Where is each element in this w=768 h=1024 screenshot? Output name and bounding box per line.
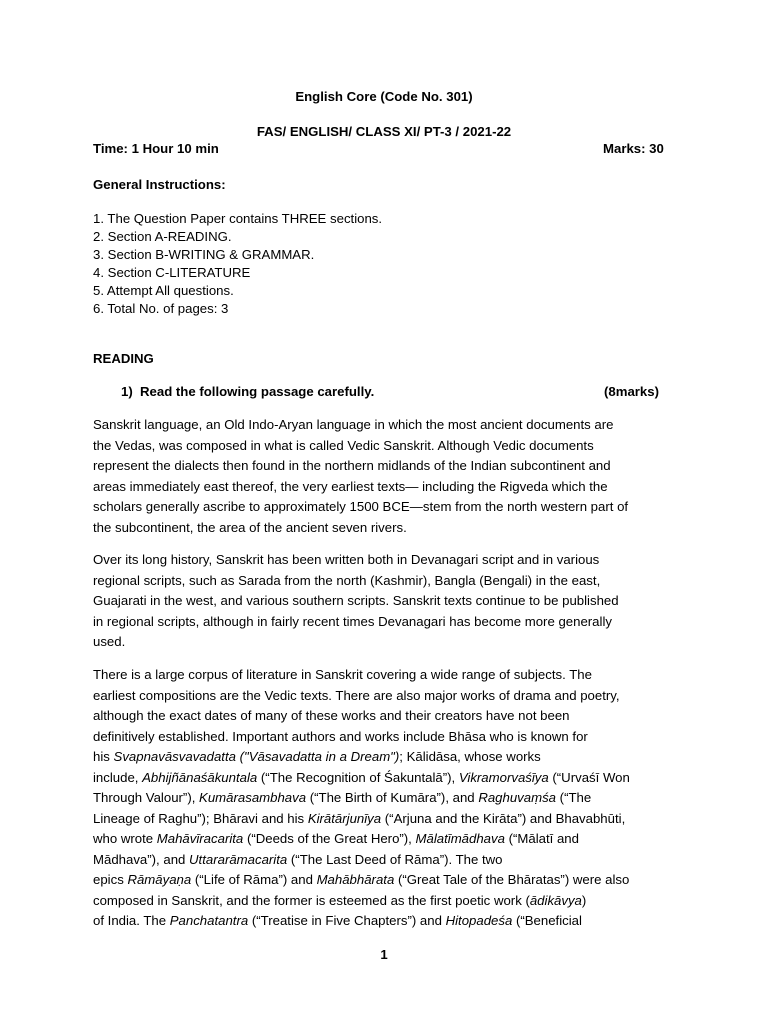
passage-line: in regional scripts, although in fairly recent times Devanagari has become more generally	[93, 613, 612, 629]
passage-line: epics Rāmāyaṇa (“Life of Rāma”) and Mahābhārata (“Great Tale of the Bhāratas”) were also	[93, 872, 630, 887]
passage-line: areas immediately east thereof, the very earliest texts— including the Rigveda which the	[93, 478, 608, 494]
passage-line: although the exact dates of many of these works and their creators have not been	[93, 708, 570, 723]
passage-line: include, Abhijñānaśākuntala (“The Recognition of Śakuntalā”), Vikramorvaśīya (“Urvaśī Won	[93, 769, 630, 785]
instruction-item: 3. Section B-WRITING & GRAMMAR.	[93, 247, 315, 262]
passage-line: Lineage of Raghu”); Bhāravi and his Kirātārjunīya (“Arjuna and the Kirāta”) and Bhavabhūti,	[93, 810, 626, 826]
passage-line: Sanskrit language, an Old Indo-Aryan language in which the most ancient documents are	[93, 417, 614, 432]
time-allowed: Time: 1 Hour 10 min	[93, 141, 219, 156]
passage-line: who wrote Mahāvīracarita (“Deeds of the Great Hero”), Mālatīmādhava (“Mālatī and	[93, 831, 579, 846]
passage-paragraph-1	[93, 415, 683, 538]
passage-line: his Svapnavāsvavadatta ("Vāsavadatta in a Dream"); Kālidāsa, whose works	[93, 749, 541, 764]
passage-line: scholars generally ascribe to approximately 1500 BCE—stem from the north western part of	[93, 499, 629, 514]
passage-line: There is a large corpus of literature in Sanskrit covering a wide range of subjects. The	[93, 667, 592, 682]
question-marks: (8marks)	[604, 384, 659, 399]
passage-line: Mādhava”), and Uttararāmacarita (“The Last Deed of Rāma”). The two	[93, 851, 503, 867]
passage-line: regional scripts, such as Sarada from the north (Kashmir), Bangla (Bengali) in the east,	[93, 572, 601, 588]
passage-paragraph-2	[93, 550, 683, 653]
instructions-heading: General Instructions:	[93, 177, 226, 192]
question-number: 1)	[121, 384, 133, 399]
passage-line: Guajarati in the west, and various southern scripts. Sanskrit texts continue to be published	[93, 593, 619, 608]
page-number: 1	[380, 947, 388, 962]
max-marks: Marks: 30	[603, 141, 664, 156]
instruction-item: 5. Attempt All questions.	[93, 283, 234, 298]
passage-line: Over its long history, Sanskrit has been written both in Devanagari script and in various	[93, 552, 600, 567]
passage-paragraph-3	[93, 665, 683, 932]
passage-line: earliest compositions are the Vedic texts. There are also major works of drama and poetry,	[93, 687, 620, 703]
passage-line: definitively established. Important authors and works include Bhāsa who is known for	[93, 728, 588, 744]
question-text: Read the following passage carefully.	[140, 384, 375, 399]
exam-subtitle: FAS/ ENGLISH/ CLASS XI/ PT-3 / 2021-22	[256, 124, 512, 139]
exam-title: English Core (Code No. 301)	[295, 89, 473, 104]
passage-line: represent the dialects then found in the northern midlands of the Indian subcontinent and	[93, 458, 611, 473]
passage-line: the Vedas, was composed in what is called Vedic Sanskrit. Although Vedic documents	[93, 437, 594, 453]
passage-line: of India. The Panchatantra (“Treatise in Five Chapters”) and Hitopadeśa (“Beneficial	[93, 913, 582, 928]
section-heading: READING	[93, 351, 154, 366]
instruction-item: 2. Section A-READING.	[93, 229, 232, 244]
passage-line: used.	[93, 634, 126, 649]
instruction-item: 6. Total No. of pages: 3	[93, 301, 229, 316]
passage-line: Through Valour”), Kumārasambhava (“The Birth of Kumāra”), and Raghuvaṃśa (“The	[93, 790, 592, 805]
instruction-item: 1. The Question Paper contains THREE sections.	[93, 211, 383, 226]
passage-line: composed in Sanskrit, and the former is esteemed as the first poetic work (ādikāvya)	[93, 892, 587, 908]
instruction-item: 4. Section C-LITERATURE	[93, 265, 251, 280]
passage-line: the subcontinent, the area of the ancient seven rivers.	[93, 519, 407, 535]
